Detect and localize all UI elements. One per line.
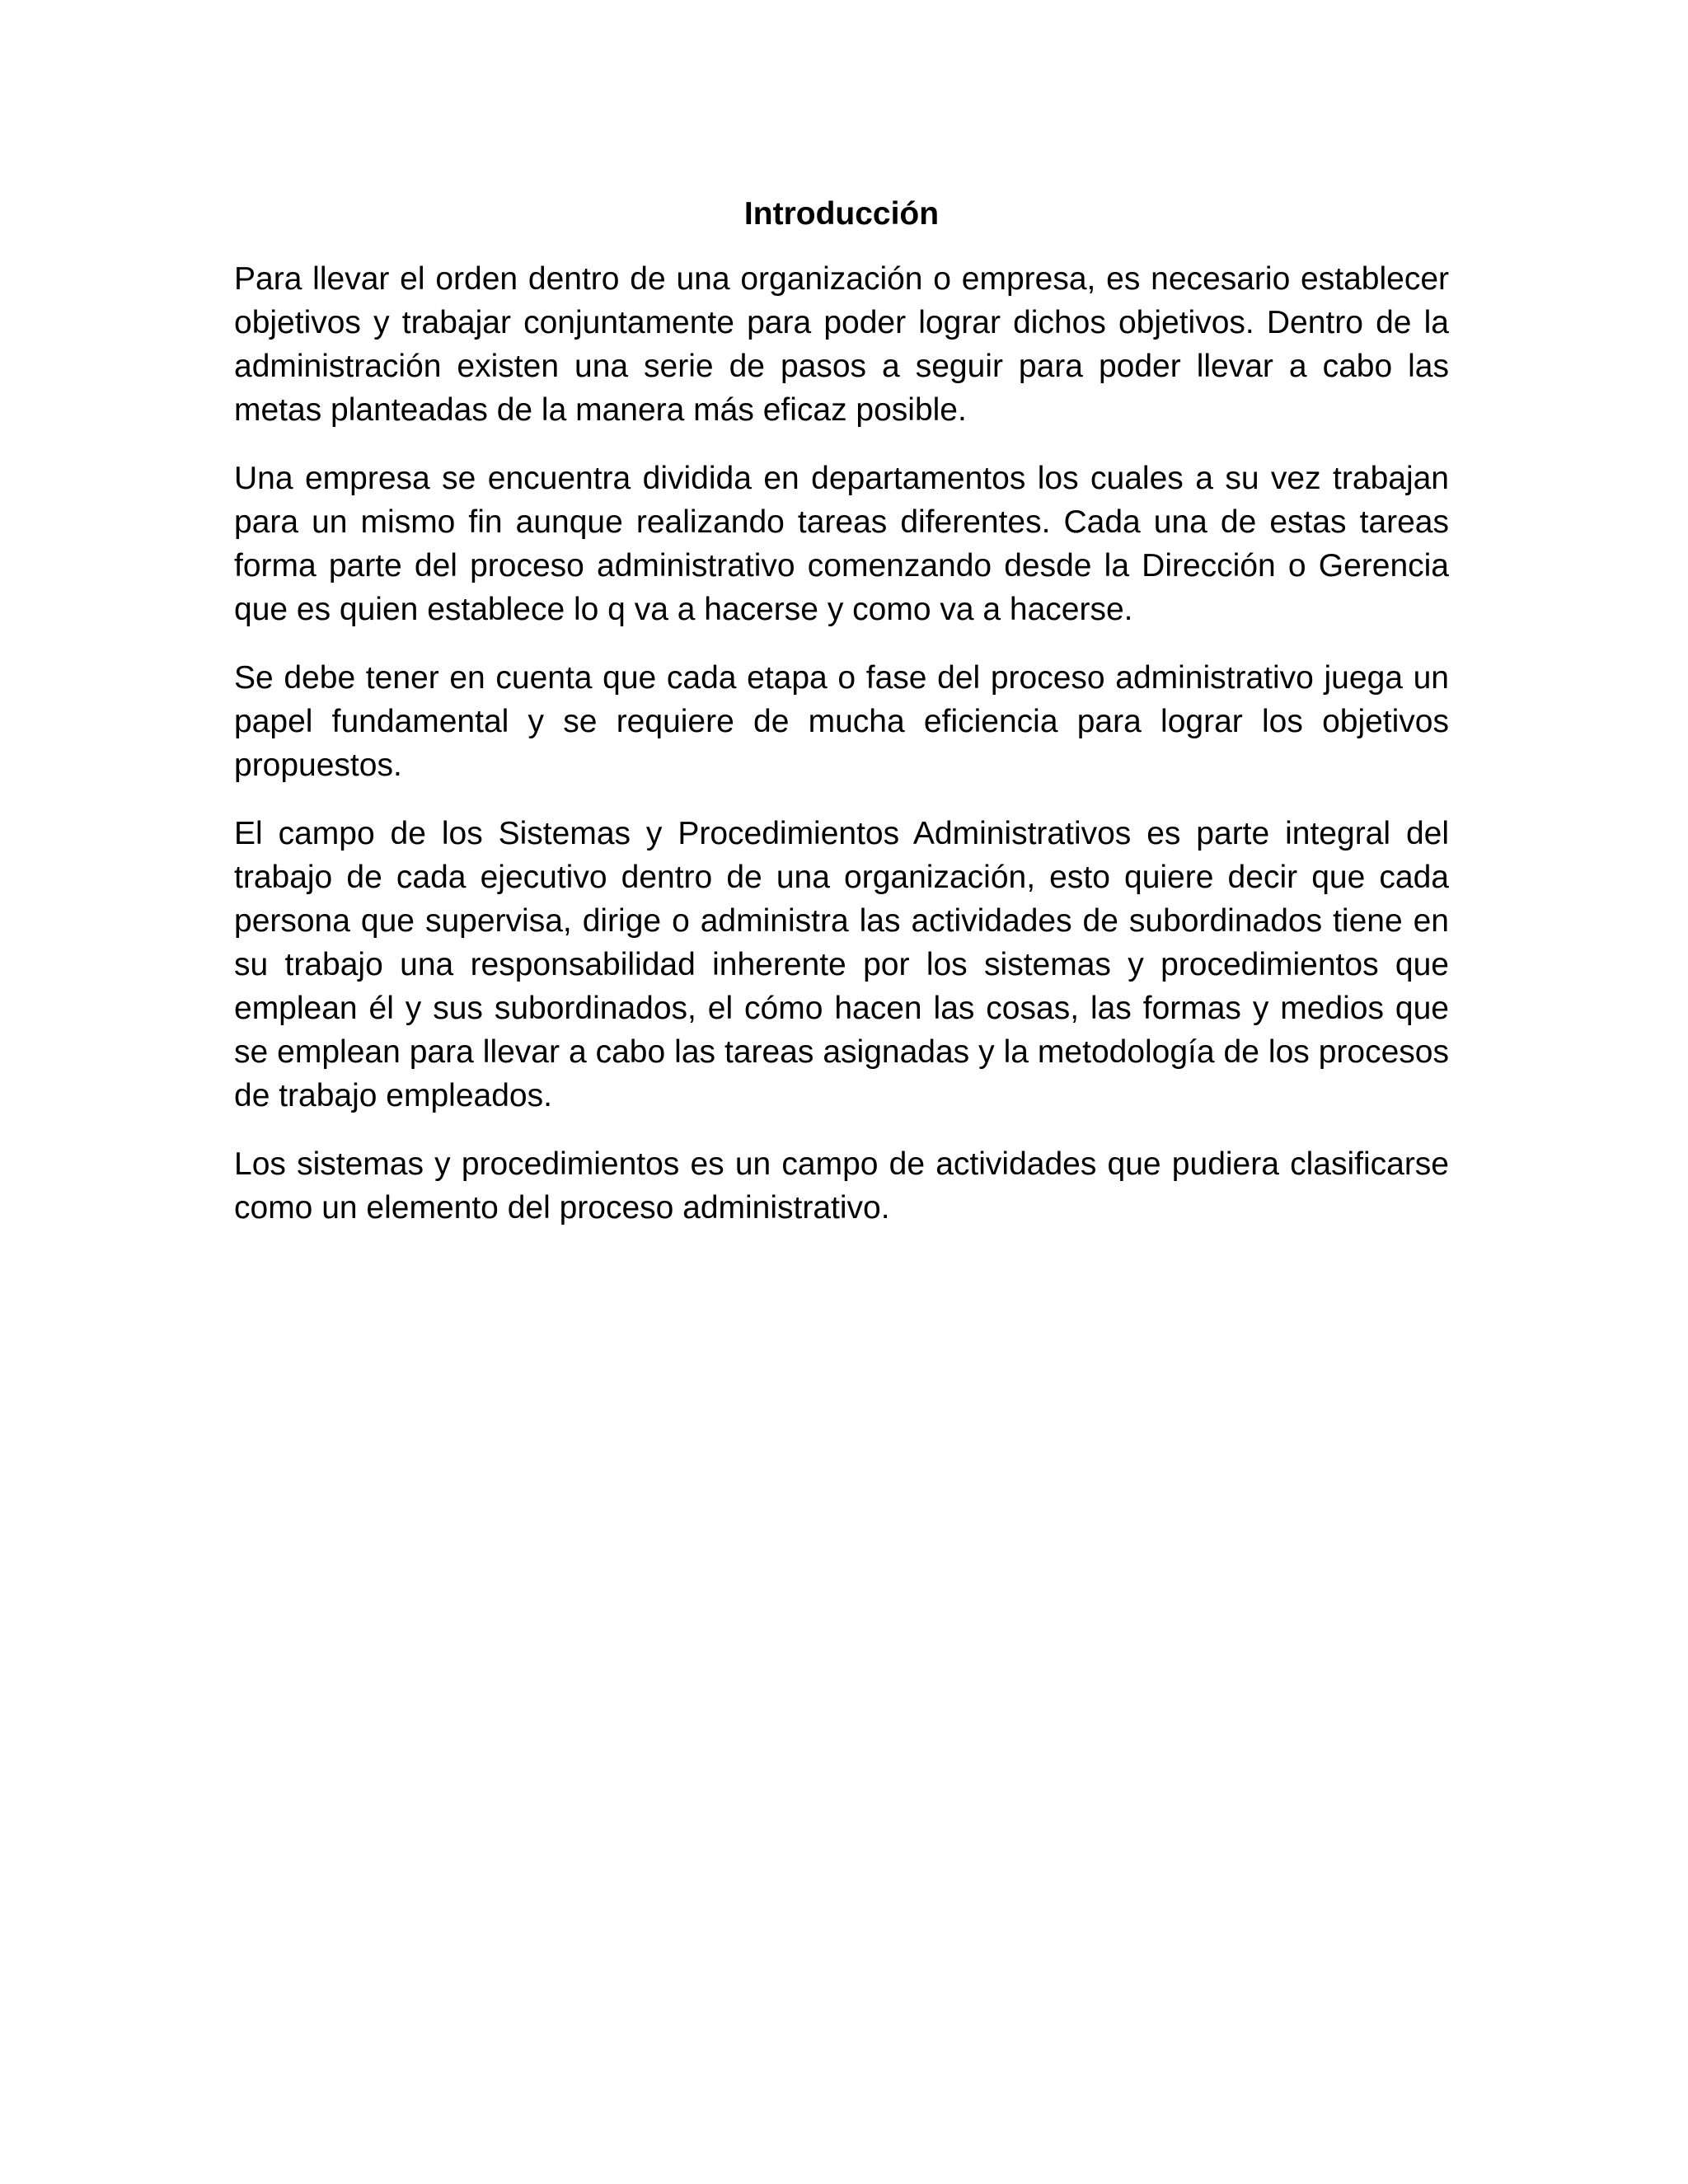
document-body: [234, 191, 1449, 1254]
paragraph-4: El campo de los Sistemas y Procedimientos Administrativos es parte integral del trabajo de cada ejecutivo dentro de una organización, esto quiere decir que cada persona que supervisa, dirige o administra las actividades de subordinados tiene en su trabajo una responsabilidad inherente por los sistemas y procedimientos que emplean él y sus subordinados, el cómo hacen las cosas, las formas y medios que se emplean para llevar a cabo las tareas asignadas y la metodología de los procesos de trabajo empleados.: [234, 816, 1449, 1113]
paragraph-2: Una empresa se encuentra dividida en departamentos los cuales a su vez trabajan para un mismo fin aunque realizando tareas diferentes. Cada una de estas tareas forma parte del proceso administrativo comenzando desde la Dirección o Gerencia que es quien establece lo q va a hacerse y como va a hacerse.: [234, 461, 1449, 627]
paragraph-3: Se debe tener en cuenta que cada etapa o fase del proceso administrativo juega un papel fundamental y se requiere de mucha eficiencia para lograr los objetivos propuestos.: [234, 660, 1449, 783]
paragraph-1: Para llevar el orden dentro de una organización o empresa, es necesario establecer objetivos y trabajar conjuntamente para poder lograr dichos objetivos. Dentro de la administración existen una serie de pasos a seguir para poder llevar a cabo las metas planteadas de la manera más eficaz posible.: [234, 261, 1449, 428]
paragraph-5: Los sistemas y procedimientos es un campo de actividades que pudiera clasificarse como un elemento del proceso administrativo.: [234, 1146, 1449, 1226]
document-title: Introducción: [743, 196, 940, 232]
